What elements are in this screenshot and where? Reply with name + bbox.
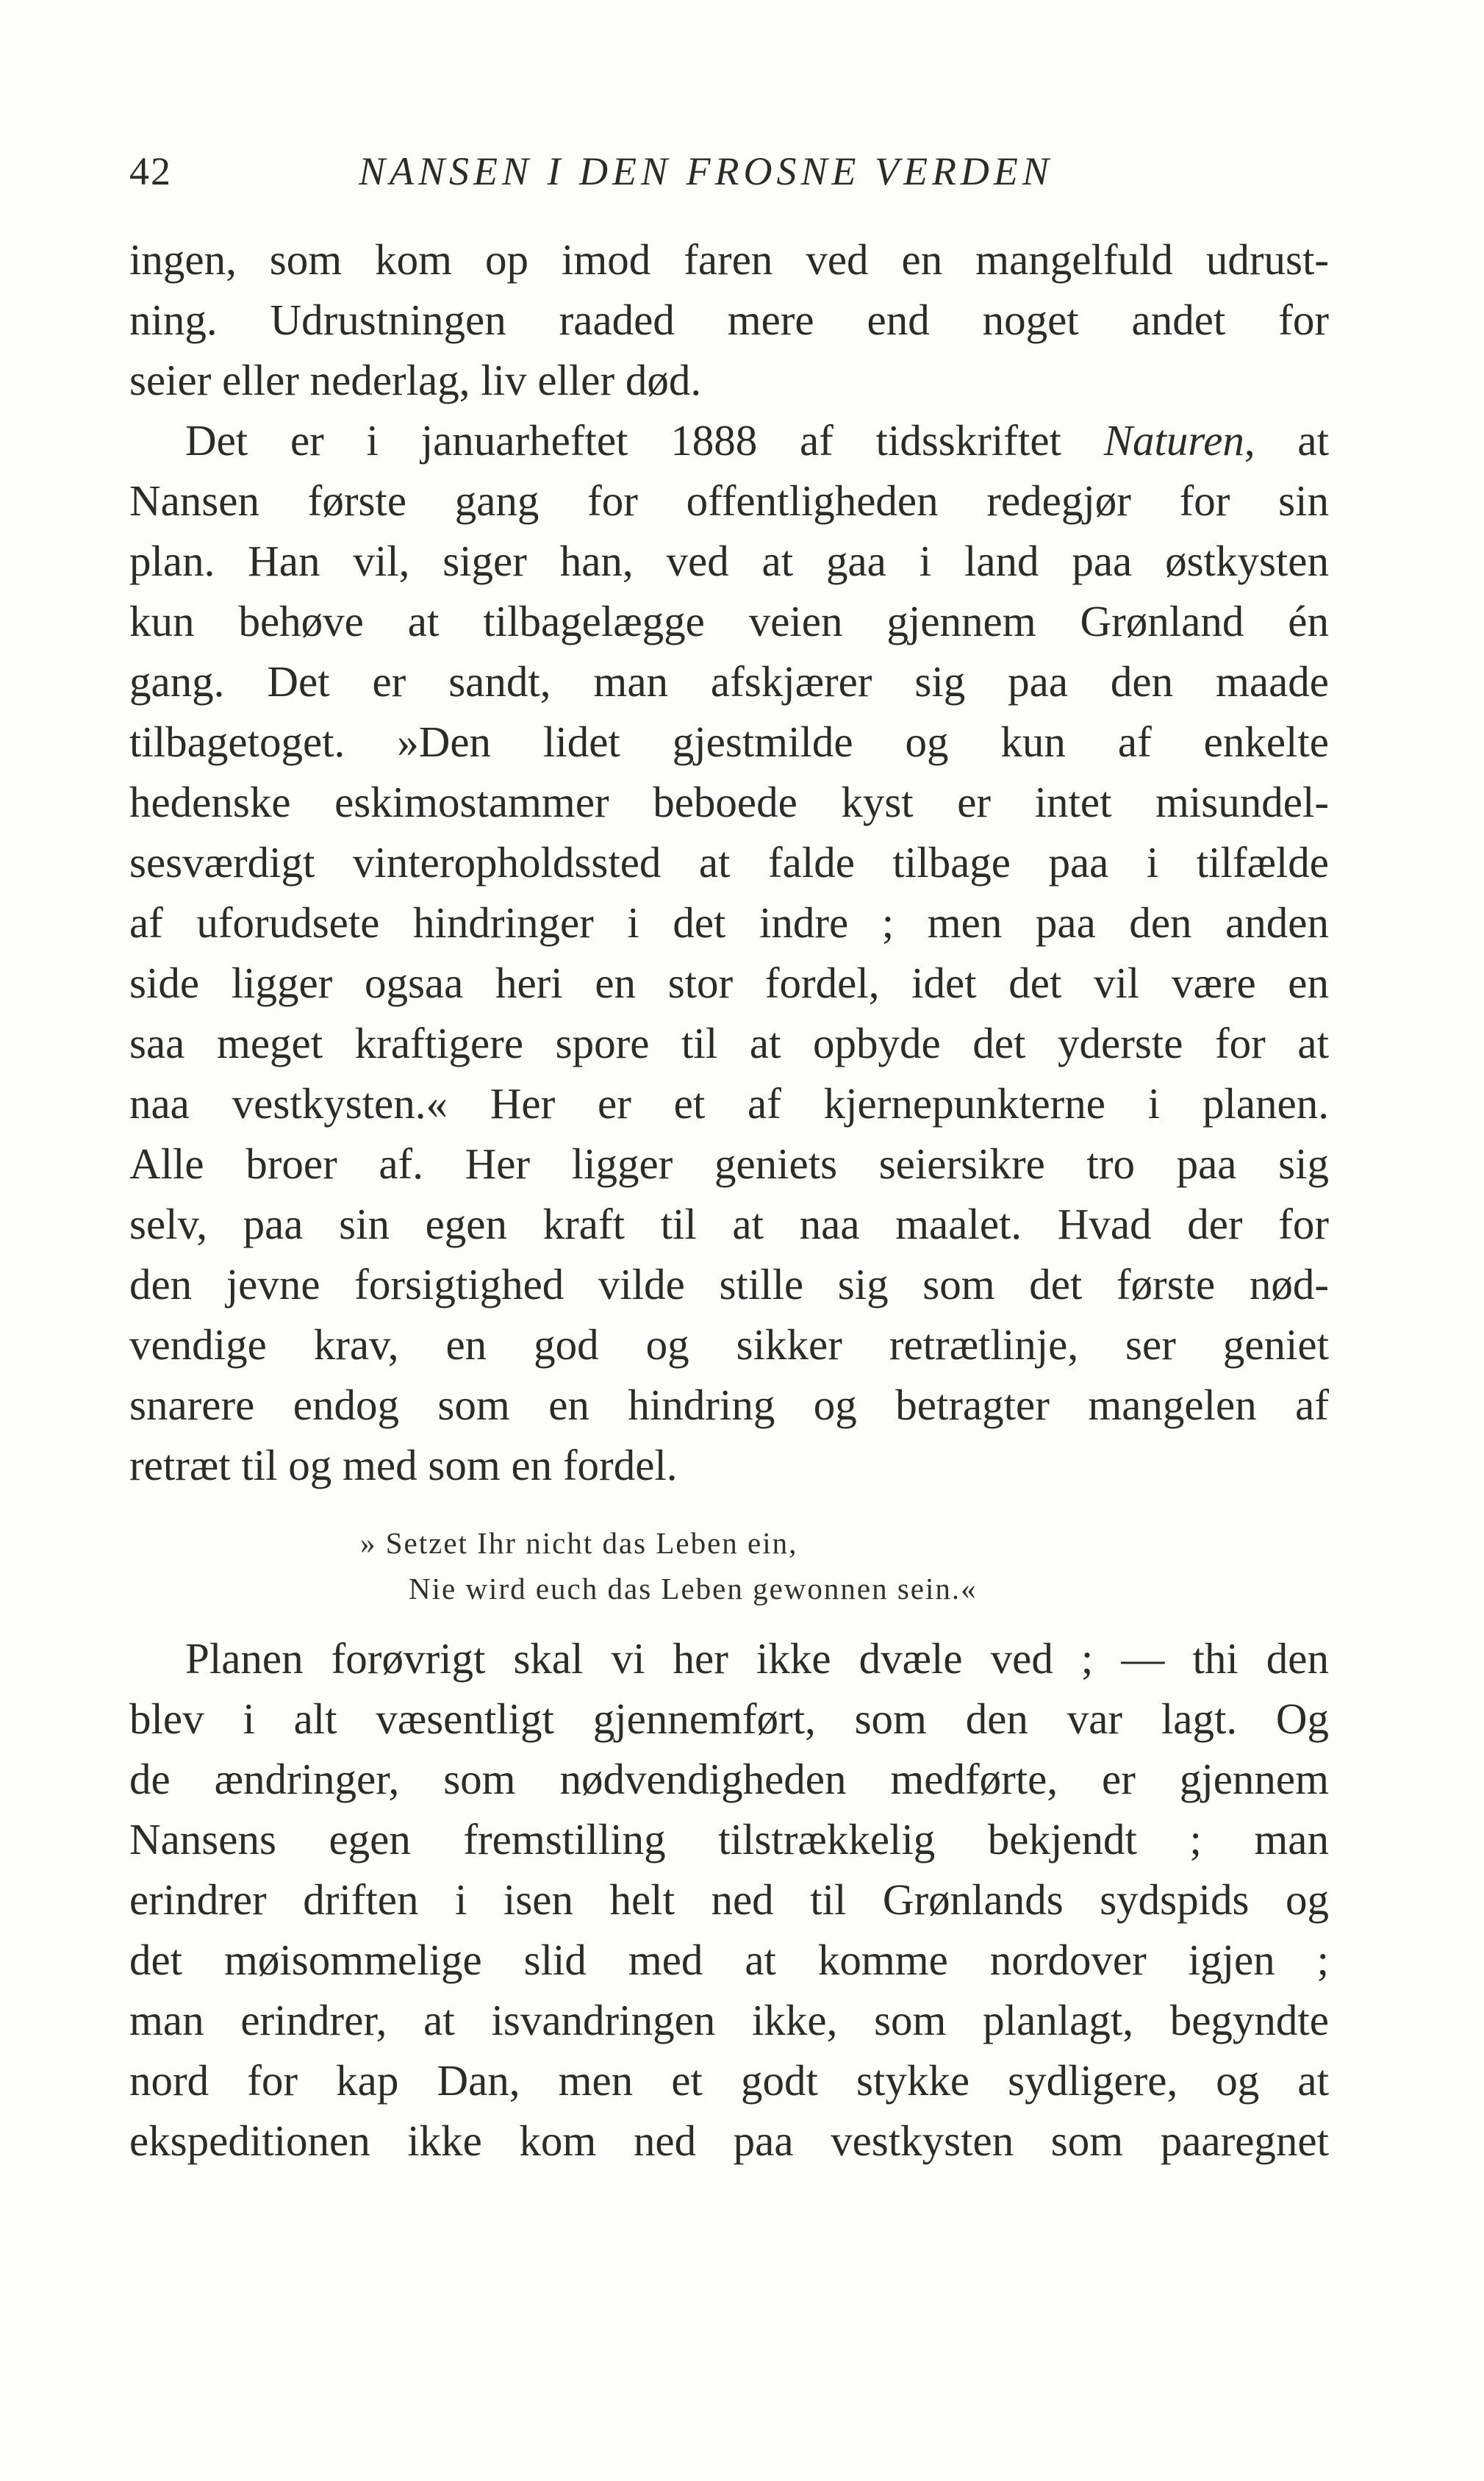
text-line: snarere endog som en hindring og betragter mangelen af	[129, 1381, 1329, 1429]
text-line: Nansens egen fremstilling tilstrækkelig bekjendt ; man	[129, 1815, 1329, 1864]
text-line: ekspeditionen ikke kom ned paa vestkysten som paaregnet	[129, 2116, 1329, 2165]
page-header	[129, 146, 1335, 197]
text-fragment: Det er i januarheftet 1888 af tidsskriftet	[185, 416, 1104, 465]
text-line: vendige krav, en god og sikker retrætlinje, ser geniet	[129, 1320, 1329, 1369]
text-line: de ændringer, som nødvendigheden medførte, er gjennem	[129, 1755, 1329, 1803]
text-line: ingen, som kom op imod faren ved en mangelfuld udrust-	[129, 235, 1329, 284]
text-line: tilbagetoget. »Den lidet gjestmilde og kun af enkelte	[129, 717, 1329, 766]
text-line: erindrer driften i isen helt ned til Grønlands sydspids og	[129, 1875, 1329, 1924]
text-line: retræt til og med som en fordel.	[129, 1441, 678, 1489]
text-line: plan. Han vil, siger han, ved at gaa i land paa østkysten	[129, 537, 1329, 585]
text-line: Nansen første gang for offentligheden redegjør for sin	[129, 476, 1329, 525]
text-line: nord for kap Dan, men et godt stykke sydligere, og at	[129, 2056, 1329, 2105]
text-line: det møisommelige slid med at komme nordover igjen ;	[129, 1936, 1329, 1984]
text-line: Alle broer af. Her ligger geniets seiersikre tro paa sig	[129, 1139, 1329, 1188]
journal-title: Naturen	[1103, 416, 1244, 465]
text-line: man erindrer, at isvandringen ikke, som planlagt, begyndte	[129, 1996, 1329, 2044]
text-line: saa meget kraftigere spore til at opbyde det yderste for at	[129, 1019, 1329, 1067]
text-line: selv, paa sin egen kraft til at naa maalet. Hvad der for	[129, 1200, 1329, 1248]
text-line: den jevne forsigtighed vilde stille sig som det første nød-	[129, 1260, 1329, 1308]
text-line: gang. Det er sandt, man afskjærer sig paa den maade	[129, 657, 1329, 706]
text-line	[129, 410, 1329, 470]
text-line: af uforudsete hindringer i det indre ; men paa den anden	[129, 898, 1329, 947]
quote-line: Nie wird euch das Leben gewonnen sein.«	[409, 1572, 978, 1605]
quote-line: » Setzet Ihr nicht das Leben ein,	[360, 1526, 798, 1560]
paragraph-1	[129, 229, 1329, 410]
text-line: Planen forøvrigt skal vi her ikke dvæle ved ; — thi den	[185, 1634, 1329, 1683]
paragraph-3	[129, 1628, 1329, 2171]
running-title: NANSEN I DEN FROSNE VERDEN	[359, 149, 1053, 193]
text-line: seier eller nederlag, liv eller død.	[129, 356, 702, 404]
page-number: 42	[129, 149, 172, 193]
text-line: ning. Udrustningen raaded mere end noget andet for	[129, 296, 1329, 344]
verse-quotation	[360, 1520, 1242, 1611]
text-line: blev i alt væsentligt gjennemført, som den var lagt. Og	[129, 1694, 1329, 1743]
text-line: naa vestkysten.« Her er et af kjernepunkterne i planen.	[129, 1079, 1329, 1128]
text-line: kun behøve at tilbagelægge veien gjennem Grønland én	[129, 597, 1329, 645]
paragraph-2	[129, 410, 1329, 1495]
text-line: hedenske eskimostammer beboede kyst er intet misundel-	[129, 778, 1329, 826]
text-line: side ligger ogsaa heri en stor fordel, idet det vil være en	[129, 959, 1329, 1007]
text-line: sesværdigt vinteropholdssted at falde tilbage paa i tilfælde	[129, 838, 1329, 887]
text-fragment: , at	[1244, 416, 1329, 465]
